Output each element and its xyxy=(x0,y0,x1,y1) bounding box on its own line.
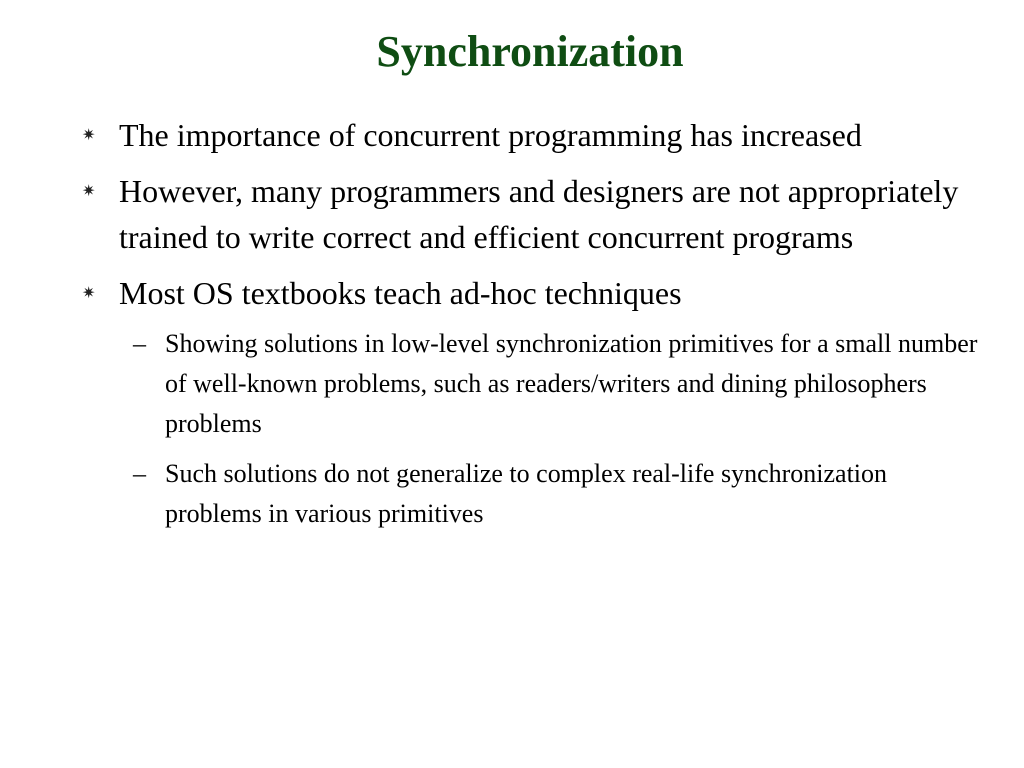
sub-bullet-item xyxy=(119,454,978,534)
bullet-list xyxy=(78,112,978,544)
asterisk-bullet-icon: ✷ xyxy=(82,125,96,144)
bullet-item xyxy=(78,270,978,534)
sub-bullet-text: Showing solutions in low-level synchronization primitives for a small number of well-known problems, such as readers/writers and dining philosophers problems xyxy=(165,329,978,438)
bullet-text: However, many programmers and designers are not appropriately trained to write correct and efficient concurrent programs xyxy=(119,173,959,255)
bullet-text: Most OS textbooks teach ad-hoc techniques xyxy=(119,275,682,311)
asterisk-bullet-icon: ✷ xyxy=(82,181,96,200)
sub-bullet-item xyxy=(119,324,978,444)
slide-title: Synchronization xyxy=(376,27,684,76)
sub-bullet-list xyxy=(119,324,978,534)
bullet-item xyxy=(78,168,978,260)
asterisk-bullet-icon: ✷ xyxy=(82,283,96,302)
bullet-text: The importance of concurrent programming has increased xyxy=(119,117,862,153)
dash-bullet-icon: – xyxy=(133,459,146,488)
dash-bullet-icon: – xyxy=(133,329,146,358)
sub-bullet-text: Such solutions do not generalize to complex real-life synchronization problems in various primitives xyxy=(165,459,888,528)
bullet-item xyxy=(78,112,978,158)
